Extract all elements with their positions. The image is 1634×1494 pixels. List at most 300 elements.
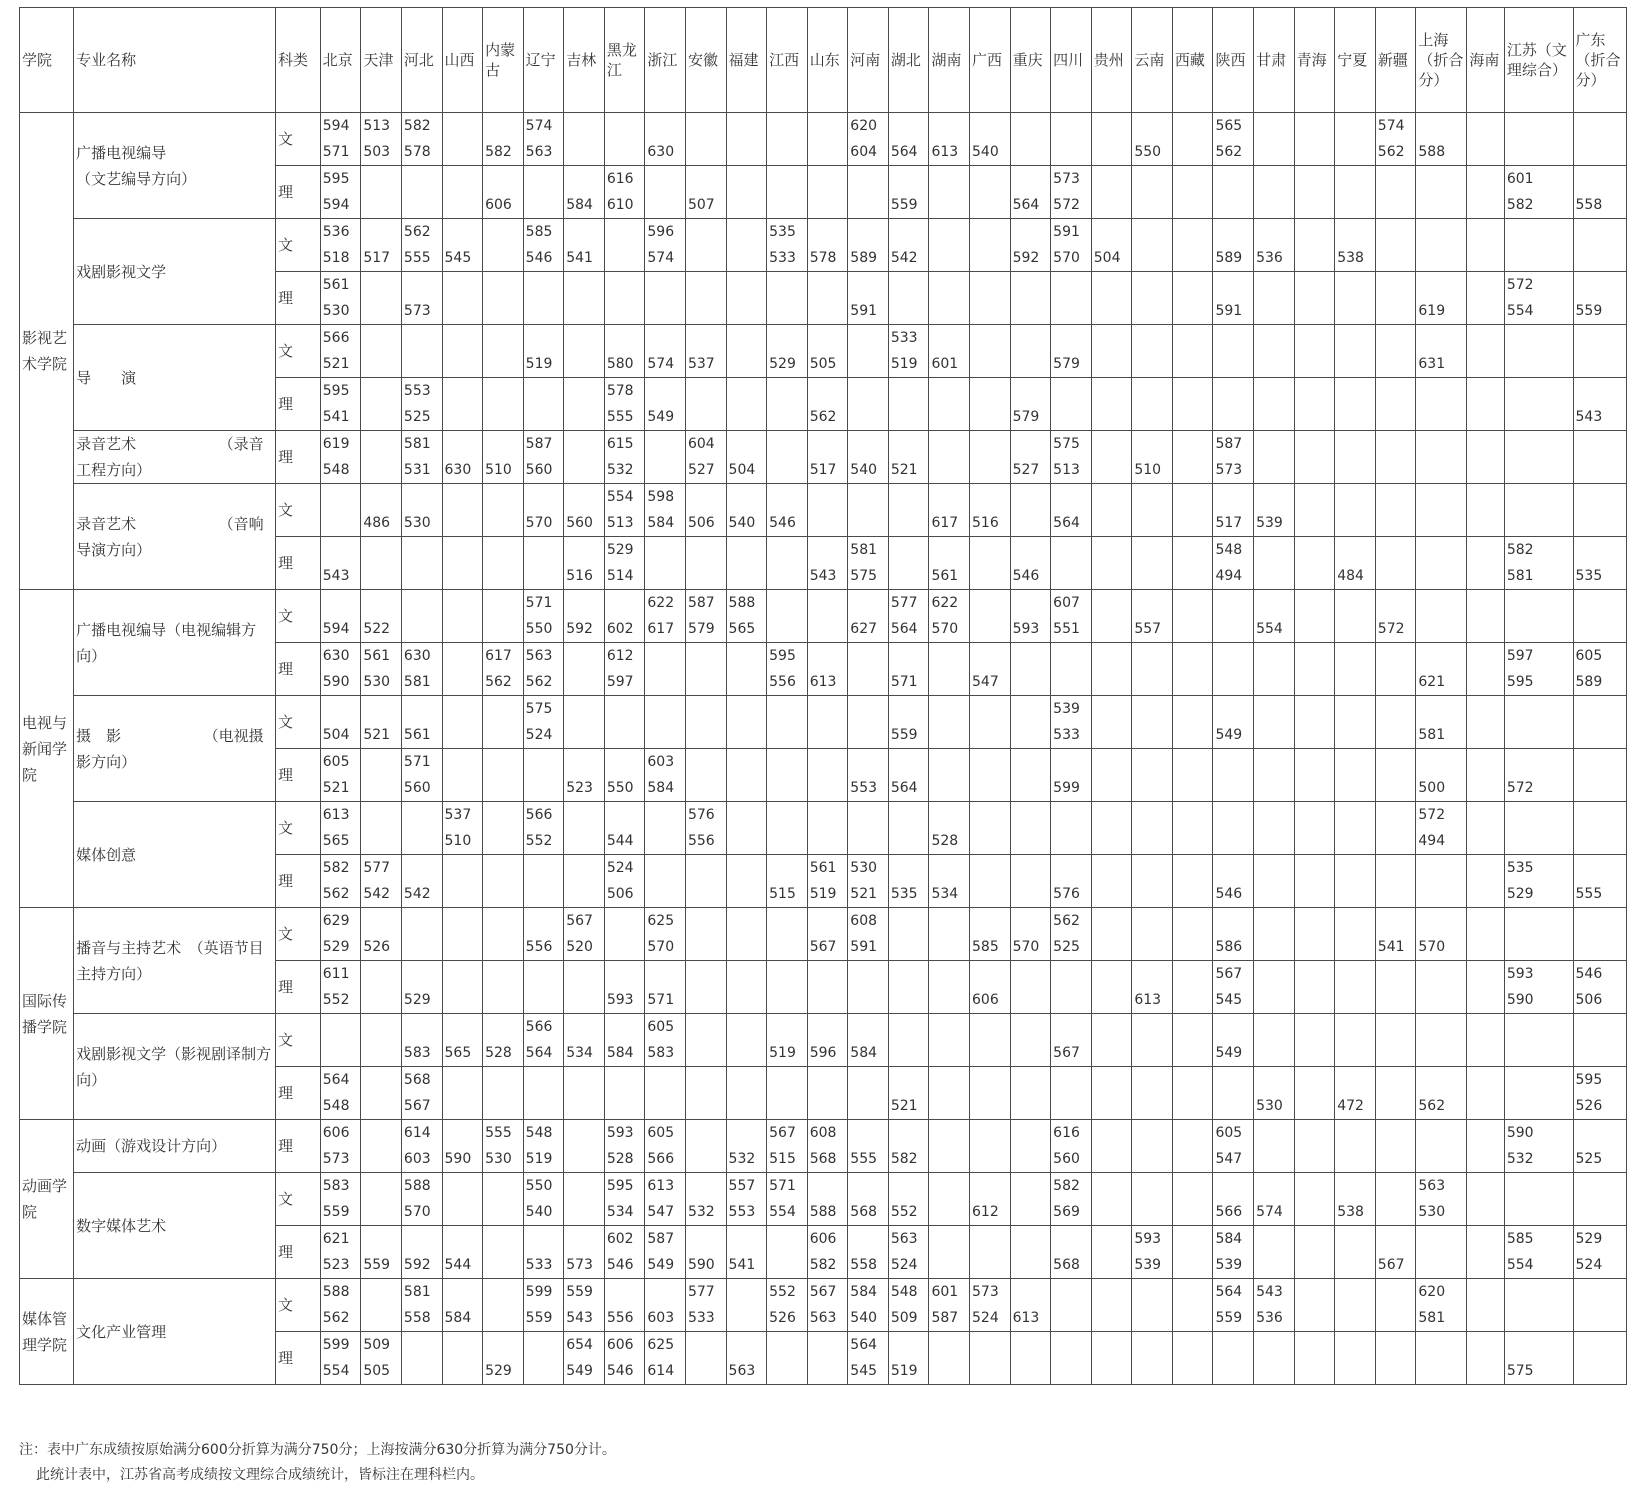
- score-cell: [767, 855, 808, 908]
- score-cell: [483, 219, 524, 272]
- max-score: [1215, 855, 1251, 881]
- max-score: [526, 537, 562, 563]
- score-cell: [442, 1120, 483, 1173]
- score-cell: [685, 166, 726, 219]
- score-cell: [1213, 431, 1254, 484]
- min-score: [729, 881, 765, 907]
- score-cell: [807, 219, 848, 272]
- min-score: [566, 139, 602, 165]
- score-cell: [1416, 1173, 1467, 1226]
- score-cell: [1172, 325, 1213, 378]
- max-score: 595: [322, 171, 350, 187]
- score-cell: [1010, 484, 1051, 537]
- score-cell: [645, 484, 686, 537]
- min-score: 601: [931, 356, 959, 372]
- min-score: 543: [1575, 409, 1603, 425]
- max-score: [566, 1067, 602, 1093]
- max-score: 630: [403, 648, 431, 664]
- min-score: [972, 351, 1008, 377]
- min-score: [1469, 457, 1501, 483]
- max-score: [1256, 484, 1292, 510]
- min-score: [1469, 1093, 1501, 1119]
- score-cell: [1051, 484, 1092, 537]
- score-cell: [1335, 166, 1376, 219]
- score-cell: [1051, 1332, 1092, 1385]
- score-cell: [1416, 113, 1467, 166]
- min-score: [1297, 1305, 1333, 1331]
- min-score: [607, 934, 643, 960]
- max-score: [404, 855, 440, 881]
- max-score: 536: [322, 224, 350, 240]
- min-score: [1337, 1358, 1373, 1384]
- min-score: [931, 775, 967, 801]
- major-cell: 广播电视编导（电视编辑方向）: [74, 590, 276, 696]
- max-score: 601: [1506, 171, 1534, 187]
- max-score: [1418, 325, 1464, 351]
- min-score: [810, 510, 846, 536]
- min-score: [1469, 1146, 1501, 1172]
- max-score: [445, 537, 481, 563]
- min-score: [1378, 1040, 1414, 1066]
- score-cell: [1091, 802, 1132, 855]
- max-score: [1297, 1226, 1333, 1252]
- max-score: [1337, 378, 1373, 404]
- score-cell: [929, 484, 970, 537]
- min-score: [931, 1040, 967, 1066]
- min-score: [729, 404, 765, 430]
- score-cell: [604, 590, 645, 643]
- min-score: 591: [850, 939, 878, 955]
- max-score: [1469, 537, 1501, 563]
- min-score: 517: [1215, 515, 1243, 531]
- max-score: [1378, 1332, 1414, 1358]
- min-score: [1013, 351, 1049, 377]
- min-score: 582: [809, 1257, 837, 1273]
- min-score: [769, 404, 805, 430]
- header-province: 广西: [970, 8, 1011, 113]
- score-cell: [1254, 908, 1295, 961]
- max-score: [850, 166, 886, 192]
- table-row: [20, 696, 1627, 749]
- min-score: [729, 987, 765, 1013]
- max-score: [607, 908, 643, 934]
- min-score: [1134, 669, 1170, 695]
- max-score: [1297, 1173, 1333, 1199]
- min-score: [1094, 457, 1130, 483]
- max-score: [1094, 272, 1130, 298]
- min-score: [363, 563, 399, 589]
- min-score: [485, 510, 521, 536]
- max-score: [769, 1067, 805, 1093]
- max-score: [810, 961, 846, 987]
- score-cell: [888, 1226, 929, 1279]
- max-score: [1013, 113, 1049, 139]
- min-score: [647, 722, 683, 748]
- max-score: [1256, 378, 1292, 404]
- min-score: [1094, 828, 1130, 854]
- max-score: [1053, 802, 1089, 828]
- header-province: 新疆: [1375, 8, 1416, 113]
- min-score: [1576, 510, 1624, 536]
- min-score: 513: [1053, 462, 1080, 478]
- min-score: [566, 987, 602, 1013]
- min-score: 530: [403, 515, 431, 531]
- min-score: [566, 669, 602, 695]
- max-score: [607, 1014, 643, 1040]
- min-score: [1013, 298, 1049, 324]
- min-score: [729, 775, 765, 801]
- score-cell: [483, 1120, 524, 1173]
- min-score: [485, 1093, 521, 1119]
- min-score: [1256, 775, 1292, 801]
- max-score: [485, 749, 521, 775]
- score-cell: [1504, 802, 1573, 855]
- score-cell: [1467, 431, 1504, 484]
- max-score: [1256, 166, 1292, 192]
- min-score: 562: [1215, 144, 1243, 160]
- max-score: [972, 802, 1008, 828]
- score-cell: [1294, 219, 1335, 272]
- max-score: [810, 908, 846, 934]
- score-cell: [1213, 908, 1254, 961]
- min-score: [1337, 510, 1373, 536]
- score-cell: [1294, 802, 1335, 855]
- max-score: [1256, 643, 1292, 669]
- score-cell: [1051, 1173, 1092, 1226]
- score-cell: [1504, 219, 1573, 272]
- max-score: [1418, 272, 1464, 298]
- max-score: [1469, 113, 1501, 139]
- min-score: [1469, 828, 1501, 854]
- max-score: [566, 1014, 602, 1040]
- max-score: [769, 272, 805, 298]
- score-cell: [888, 696, 929, 749]
- score-cell: [1172, 431, 1213, 484]
- max-score: [1256, 802, 1292, 828]
- header-province: 海南: [1467, 8, 1504, 113]
- min-score: 583: [403, 1045, 431, 1061]
- max-score: 543: [1256, 1284, 1283, 1300]
- score-cell: [685, 855, 726, 908]
- max-score: [445, 908, 481, 934]
- score-cell: [685, 431, 726, 484]
- score-cell: [1254, 1173, 1295, 1226]
- min-score: 544: [444, 1257, 472, 1273]
- score-cell: [564, 696, 605, 749]
- score-cell: [564, 802, 605, 855]
- score-cell: [442, 1332, 483, 1385]
- score-cell: [1172, 113, 1213, 166]
- min-score: [1507, 510, 1571, 536]
- min-score: [485, 351, 521, 377]
- max-score: [1378, 802, 1414, 828]
- max-score: [1297, 749, 1333, 775]
- min-score: 556: [769, 674, 796, 690]
- min-score: 568: [809, 1151, 837, 1167]
- score-cell: [1294, 1120, 1335, 1173]
- score-cell: [1294, 325, 1335, 378]
- max-score: 614: [403, 1125, 431, 1141]
- min-score: 552: [322, 992, 350, 1008]
- score-cell: [1051, 696, 1092, 749]
- score-cell: [807, 590, 848, 643]
- min-score: [526, 1093, 562, 1119]
- max-score: 605: [322, 754, 350, 770]
- score-cell: [1573, 378, 1626, 431]
- score-cell: [645, 272, 686, 325]
- min-score: [1094, 881, 1130, 907]
- max-score: 605: [647, 1125, 675, 1141]
- min-score: 567: [1377, 1257, 1405, 1273]
- max-score: [607, 802, 643, 828]
- max-score: [1134, 537, 1170, 563]
- score-cell: [726, 1067, 767, 1120]
- max-score: [1297, 1067, 1333, 1093]
- max-score: 567: [566, 913, 593, 929]
- score-cell: [848, 749, 889, 802]
- table-row: [20, 1173, 1627, 1226]
- max-score: [931, 961, 967, 987]
- max-score: [972, 1332, 1008, 1358]
- max-score: 582: [1053, 1178, 1080, 1194]
- max-score: [1337, 643, 1373, 669]
- max-score: [607, 590, 643, 616]
- min-score: [769, 775, 805, 801]
- min-score: [769, 139, 805, 165]
- max-score: [647, 113, 683, 139]
- max-score: [1256, 696, 1292, 722]
- score-cell: [1467, 219, 1504, 272]
- min-score: [1215, 192, 1251, 218]
- min-score: 592: [1012, 250, 1040, 266]
- min-score: 546: [525, 250, 553, 266]
- min-score: [729, 139, 765, 165]
- min-score: [1256, 563, 1292, 589]
- score-cell: [442, 696, 483, 749]
- score-cell: [1416, 166, 1467, 219]
- min-score: [1256, 1252, 1292, 1278]
- score-cell: [1132, 272, 1173, 325]
- score-cell: [442, 1279, 483, 1332]
- min-score: [931, 457, 967, 483]
- score-cell: [1467, 1067, 1504, 1120]
- max-score: 621: [322, 1231, 350, 1247]
- min-score: [1175, 510, 1211, 536]
- max-score: [1469, 1014, 1501, 1040]
- min-score: [607, 722, 643, 748]
- score-cell: [564, 855, 605, 908]
- table-row: [20, 113, 1627, 166]
- max-score: [729, 908, 765, 934]
- score-cell: [1335, 1332, 1376, 1385]
- score-cell: [1375, 1120, 1416, 1173]
- max-score: [1337, 590, 1373, 616]
- max-score: [566, 431, 602, 457]
- score-cell: [970, 431, 1011, 484]
- score-cell: [807, 113, 848, 166]
- min-score: 565: [728, 621, 756, 637]
- min-score: [1576, 616, 1624, 642]
- score-cell: [1573, 166, 1626, 219]
- min-score: 521: [890, 462, 918, 478]
- score-cell: [361, 431, 402, 484]
- max-score: [566, 696, 602, 722]
- college-cell: 电视与新闻学院: [20, 590, 74, 908]
- max-score: [1576, 431, 1624, 457]
- score-cell: [442, 1173, 483, 1226]
- max-score: 613: [322, 807, 350, 823]
- max-score: [1469, 1279, 1501, 1305]
- max-score: [445, 696, 481, 722]
- max-score: [972, 1067, 1008, 1093]
- max-score: [1175, 1332, 1211, 1358]
- score-cell: [483, 908, 524, 961]
- min-score: 540: [525, 1204, 553, 1220]
- min-score: [1094, 510, 1130, 536]
- max-score: [1094, 378, 1130, 404]
- min-score: 541: [1377, 939, 1405, 955]
- score-cell: [1091, 325, 1132, 378]
- score-cell: [1467, 325, 1504, 378]
- min-score: 525: [1575, 1151, 1603, 1167]
- max-score: [1215, 378, 1251, 404]
- min-score: 564: [525, 1045, 553, 1061]
- score-cell: [1573, 855, 1626, 908]
- max-score: [1378, 1014, 1414, 1040]
- max-score: [607, 113, 643, 139]
- min-score: [1418, 457, 1464, 483]
- score-cell: [1172, 961, 1213, 1014]
- min-score: [1256, 987, 1292, 1013]
- min-score: [688, 881, 724, 907]
- score-cell: [523, 908, 564, 961]
- score-cell: [1132, 749, 1173, 802]
- min-score: 579: [1012, 409, 1040, 425]
- score-cell: [1467, 484, 1504, 537]
- subject-type-cell: 理: [276, 537, 321, 590]
- min-score: [445, 881, 481, 907]
- min-score: [1507, 828, 1571, 854]
- min-score: 500: [1418, 780, 1446, 796]
- score-cell: [1467, 1014, 1504, 1067]
- score-cell: [1294, 484, 1335, 537]
- max-score: [1576, 484, 1624, 510]
- min-score: [1297, 722, 1333, 748]
- min-score: [1297, 1146, 1333, 1172]
- max-score: [769, 325, 805, 351]
- min-score: [1378, 1199, 1414, 1225]
- max-score: [1013, 1067, 1049, 1093]
- score-cell: [361, 113, 402, 166]
- min-score: [850, 669, 886, 695]
- min-score: [688, 722, 724, 748]
- min-score: [445, 1358, 481, 1384]
- score-cell: [1091, 1173, 1132, 1226]
- min-score: [485, 828, 521, 854]
- score-cell: [1467, 802, 1504, 855]
- min-score: [1469, 1252, 1501, 1278]
- max-score: [850, 484, 886, 510]
- min-score: 538: [1337, 1204, 1364, 1220]
- header-province: 广东（折合分）: [1573, 8, 1626, 113]
- min-score: [647, 881, 683, 907]
- min-score: [445, 987, 481, 1013]
- score-cell: [807, 378, 848, 431]
- min-score: [404, 616, 440, 642]
- min-score: [729, 351, 765, 377]
- min-score: 564: [1053, 515, 1080, 531]
- max-score: [1337, 1173, 1373, 1199]
- max-score: [404, 166, 440, 192]
- min-score: [1469, 298, 1501, 324]
- max-score: [1337, 325, 1373, 351]
- max-score: [1134, 166, 1170, 192]
- score-cell: [401, 1332, 442, 1385]
- min-score: [1053, 1305, 1089, 1331]
- min-score: 554: [322, 1363, 350, 1379]
- min-score: 590: [687, 1257, 715, 1273]
- score-cell: [1335, 537, 1376, 590]
- max-score: [1337, 1226, 1373, 1252]
- max-score: 601: [931, 1284, 959, 1300]
- max-score: 622: [931, 595, 959, 611]
- score-cell: [1091, 484, 1132, 537]
- max-score: [1053, 855, 1089, 881]
- max-score: 607: [1053, 595, 1080, 611]
- min-score: 589: [1215, 250, 1243, 266]
- score-cell: [442, 1226, 483, 1279]
- max-score: [445, 219, 481, 245]
- max-score: [1297, 908, 1333, 934]
- score-cell: [1416, 908, 1467, 961]
- max-score: [445, 325, 481, 351]
- score-cell: [685, 1067, 726, 1120]
- score-cell: [1573, 961, 1626, 1014]
- score-cell: [1504, 590, 1573, 643]
- score-cell: [1051, 1067, 1092, 1120]
- max-score: [1134, 908, 1170, 934]
- max-score: 590: [1506, 1125, 1534, 1141]
- score-cell: [807, 537, 848, 590]
- max-score: [1013, 590, 1049, 616]
- max-score: [445, 643, 481, 669]
- score-cell: [1467, 537, 1504, 590]
- max-score: 599: [322, 1337, 350, 1353]
- max-score: [485, 166, 521, 192]
- score-cell: [604, 961, 645, 1014]
- score-cell: [1335, 696, 1376, 749]
- min-score: [1418, 1146, 1464, 1172]
- min-score: [647, 669, 683, 695]
- max-score: [688, 484, 724, 510]
- max-score: [485, 802, 521, 828]
- min-score: [1418, 404, 1464, 430]
- min-score: [1215, 775, 1251, 801]
- score-cell: [1213, 325, 1254, 378]
- score-cell: [1010, 908, 1051, 961]
- min-score: [1134, 722, 1170, 748]
- max-score: [729, 1120, 765, 1146]
- score-cell: [320, 537, 361, 590]
- max-score: [1378, 908, 1414, 934]
- score-cell: [848, 1332, 889, 1385]
- max-score: [1094, 696, 1130, 722]
- score-cell: [848, 643, 889, 696]
- score-cell: [564, 1014, 605, 1067]
- max-score: [1215, 1067, 1251, 1093]
- score-cell: [929, 590, 970, 643]
- max-score: [647, 1279, 683, 1305]
